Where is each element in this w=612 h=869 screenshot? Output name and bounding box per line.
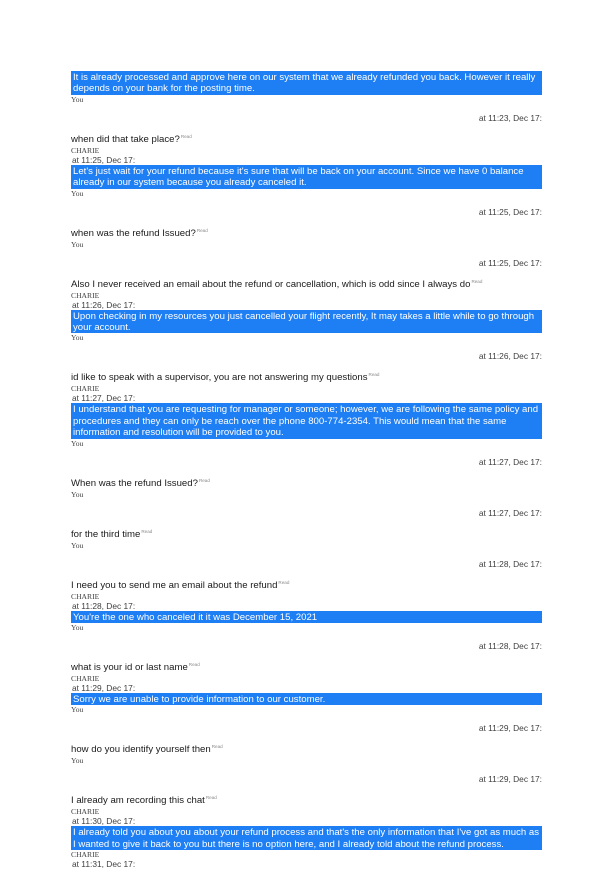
message-timestamp: at 11:29, Dec 17: [72,683,136,694]
message-timestamp: at 11:27, Dec 17: [72,393,136,404]
message-timestamp: at 11:30, Dec 17: [72,816,136,827]
sender-name: CHARIE [71,850,100,860]
user-message [71,474,542,490]
read-receipt: Read [205,795,217,801]
read-receipt: Read [368,372,380,378]
message-timestamp: at 11:27, Dec 17: [478,456,542,467]
chat-transcript [71,71,542,869]
agent-message: Let's just wait for your refund because it's sure that will be back on your account. Since we have 0 balance already in our system because you already canceled it. [71,165,542,189]
message-timestamp: at 11:29, Dec 17: [478,723,542,734]
agent-message: I understand that you are requesting for manager or someone; however, we are following the same policy and procedures and they can only be reach over the phone 800-774-2354. This would mean that the same information and resolution will be provided to you. [71,403,542,438]
sender-name: CHARIE [71,290,100,300]
user-message [71,791,542,807]
user-message-text: when was the refund Issued? [71,227,196,239]
read-receipt: Read [471,278,483,284]
user-message-text: When was the refund Issued? [71,477,198,489]
sender-name: CHARIE [71,384,100,394]
message-timestamp: at 11:25, Dec 17: [72,154,136,165]
message-timestamp: at 11:28, Dec 17: [72,600,136,611]
sender-label: You [71,623,84,633]
sender-name: CHARIE [71,674,100,684]
user-message [71,275,542,291]
user-message-text: I need you to send me an email about the refund [71,579,278,591]
read-receipt: Read [188,662,200,668]
user-message-text: how do you identify yourself then [71,744,211,756]
agent-message: Sorry we are unable to provide information to our customer. [71,693,542,705]
sender-label: You [71,540,84,550]
agent-message: It is already processed and approve here on our system that we already refunded you back. However it really depends on your bank for the posting time. [71,71,542,95]
user-message [71,224,542,240]
user-message [71,740,542,756]
sender-label: You [71,438,84,448]
message-timestamp: at 11:27, Dec 17: [478,507,542,518]
message-timestamp: at 11:31, Dec 17: [72,859,136,869]
sender-label: You [71,94,84,104]
read-receipt: Read [198,477,210,483]
sender-name: CHARIE [71,807,100,817]
sender-label: You [71,756,84,766]
user-message-text: when did that take place? [71,133,180,145]
read-receipt: Read [211,744,223,750]
user-message-text: I already am recording this chat [71,795,205,807]
message-timestamp: at 11:29, Dec 17: [478,774,542,785]
user-message-text: what is your id or last name [71,662,188,674]
sender-label: You [71,489,84,499]
user-message [71,130,542,146]
read-receipt: Read [141,528,153,534]
message-timestamp: at 11:23, Dec 17: [478,112,542,123]
message-timestamp: at 11:28, Dec 17: [478,558,542,569]
message-timestamp: at 11:26, Dec 17: [478,351,542,362]
agent-message: Upon checking in my resources you just cancelled your flight recently, It may takes a little while to go through your account. [71,310,542,334]
agent-message: I already told you about you about your refund process and that's the only information that I've got as much as I wanted to give it back to you but there is no option here, and I already told about the refund process. [71,826,542,850]
read-receipt: Read [180,133,192,139]
user-message-text: id like to speak with a supervisor, you are not answering my questions [71,372,368,384]
user-message [71,525,542,541]
sender-name: CHARIE [71,145,100,155]
message-timestamp: at 11:25, Dec 17: [478,206,542,217]
sender-label: You [71,705,84,715]
sender-label: You [71,188,84,198]
message-timestamp: at 11:26, Dec 17: [72,299,136,310]
sender-name: CHARIE [71,591,100,601]
message-timestamp: at 11:25, Dec 17: [478,257,542,268]
user-message-text: Also I never received an email about the refund or cancellation, which is odd since I always do [71,278,471,290]
read-receipt: Read [196,227,208,233]
user-message [71,658,542,674]
sender-label: You [71,239,84,249]
user-message-text: for the third time [71,528,141,540]
user-message [71,576,542,592]
read-receipt: Read [278,579,290,585]
agent-message: You're the one who canceled it it was December 15, 2021 [71,611,542,623]
message-timestamp: at 11:28, Dec 17: [478,641,542,652]
sender-label: You [71,333,84,343]
user-message [71,368,542,384]
